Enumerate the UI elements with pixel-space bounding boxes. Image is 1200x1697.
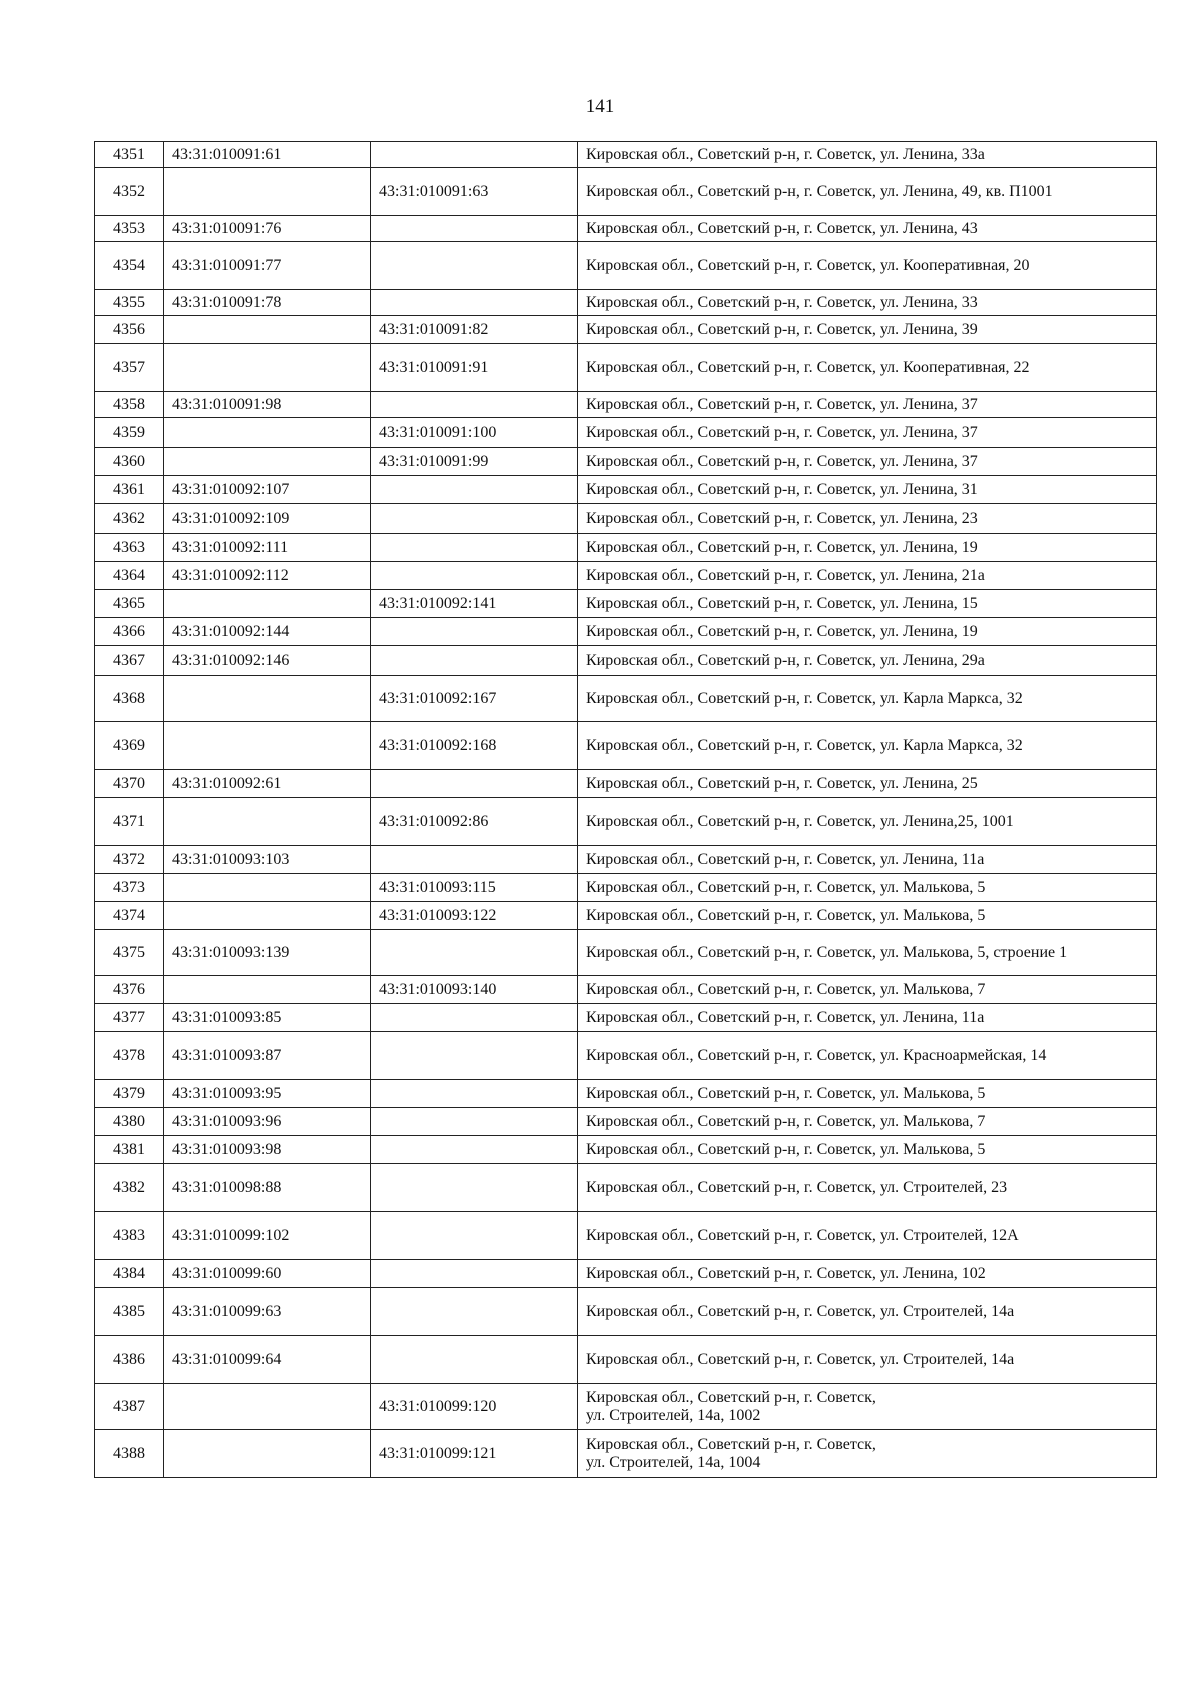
address-cell: Кировская обл., Советский р-н, г. Советск, ул. Строителей, 14а [578,1288,1157,1336]
table-row [95,418,1157,448]
row-number-cell: 4364 [95,562,164,590]
cadastral-number-cell: 43:31:010099:64 [164,1336,371,1384]
table-row [95,874,1157,902]
cadastral-number-cell [164,448,371,476]
cadastral-number-cell: 43:31:010092:61 [164,770,371,798]
cadastral-number-cell [164,344,371,392]
table-row [95,316,1157,344]
cadastral-number-cell: 43:31:010093:85 [164,1004,371,1032]
cadastral-number-alt-cell [371,1136,578,1164]
row-number-cell: 4366 [95,618,164,646]
cadastral-number-cell: 43:31:010093:103 [164,846,371,874]
address-cell: Кировская обл., Советский р-н, г. Советск, ул. Ленина, 31 [578,476,1157,504]
cadastral-number-alt-cell [371,142,578,168]
address-cell: Кировская обл., Советский р-н, г. Советск, ул. Строителей, 23 [578,1164,1157,1212]
address-cell: Кировская обл., Советский р-н, г. Советск, ул. Ленина,25, 1001 [578,798,1157,846]
row-number-cell: 4376 [95,976,164,1004]
cadastral-number-cell: 43:31:010092:111 [164,534,371,562]
cadastral-number-cell: 43:31:010092:109 [164,504,371,534]
cadastral-number-alt-cell [371,534,578,562]
table-row [95,618,1157,646]
row-number-cell: 4387 [95,1384,164,1430]
row-number-cell: 4388 [95,1430,164,1478]
address-cell: Кировская обл., Советский р-н, г. Советск, ул. Ленина, 19 [578,534,1157,562]
table-row [95,242,1157,290]
address-cell: Кировская обл., Советский р-н, г. Советск, ул. Ленина, 102 [578,1260,1157,1288]
address-cell: Кировская обл., Советский р-н, г. Советск, ул. Ленина, 25 [578,770,1157,798]
cadastral-number-alt-cell: 43:31:010092:167 [371,676,578,722]
address-cell: Кировская обл., Советский р-н, г. Советск, ул. Ленина, 29а [578,646,1157,676]
address-cell: Кировская обл., Советский р-н, г. Советск, ул. Ленина, 33 [578,290,1157,316]
address-cell: Кировская обл., Советский р-н, г. Советск, ул. Ленина, 15 [578,590,1157,618]
row-number-cell: 4381 [95,1136,164,1164]
table-row [95,930,1157,976]
row-number-cell: 4363 [95,534,164,562]
address-cell: Кировская обл., Советский р-н, г. Советск, ул. Кооперативная, 22 [578,344,1157,392]
cadastral-number-cell: 43:31:010093:98 [164,1136,371,1164]
row-number-cell: 4354 [95,242,164,290]
table-row [95,770,1157,798]
address-cell: Кировская обл., Советский р-н, г. Советск, ул. Ленина, 11а [578,1004,1157,1032]
address-cell: Кировская обл., Советский р-н, г. Советск, ул. Малькова, 5, строение 1 [578,930,1157,976]
address-cell: Кировская обл., Советский р-н, г. Советск, ул. Строителей, 14а, 1002 [578,1384,1157,1430]
table-row [95,1032,1157,1080]
cadastral-number-cell: 43:31:010099:102 [164,1212,371,1260]
row-number-cell: 4374 [95,902,164,930]
cadastral-number-cell: 43:31:010099:63 [164,1288,371,1336]
cadastral-number-cell [164,1430,371,1478]
cadastral-number-alt-cell: 43:31:010092:141 [371,590,578,618]
page-number: 141 [585,96,615,117]
table-row [95,448,1157,476]
address-cell: Кировская обл., Советский р-н, г. Советск, ул. Ленина, 21а [578,562,1157,590]
row-number-cell: 4378 [95,1032,164,1080]
row-number-cell: 4369 [95,722,164,770]
table-row [95,1136,1157,1164]
cadastral-number-cell [164,676,371,722]
row-number-cell: 4386 [95,1336,164,1384]
row-number-cell: 4373 [95,874,164,902]
table-row [95,290,1157,316]
cadastral-number-cell: 43:31:010092:112 [164,562,371,590]
address-cell: Кировская обл., Советский р-н, г. Советск, ул. Карла Маркса, 32 [578,722,1157,770]
address-cell: Кировская обл., Советский р-н, г. Советск, ул. Ленина, 37 [578,392,1157,418]
table-row [95,168,1157,216]
row-number-cell: 4372 [95,846,164,874]
cadastral-number-alt-cell [371,1080,578,1108]
cadastral-number-alt-cell: 43:31:010091:100 [371,418,578,448]
table-row [95,1080,1157,1108]
table-row [95,1260,1157,1288]
cadastral-number-cell [164,976,371,1004]
row-number-cell: 4351 [95,142,164,168]
row-number-cell: 4375 [95,930,164,976]
row-number-cell: 4371 [95,798,164,846]
cadastral-number-alt-cell: 43:31:010091:63 [371,168,578,216]
row-number-cell: 4362 [95,504,164,534]
cadastral-number-cell [164,874,371,902]
address-cell: Кировская обл., Советский р-н, г. Советск, ул. Ленина, 39 [578,316,1157,344]
row-number-cell: 4353 [95,216,164,242]
table-row [95,1212,1157,1260]
row-number-cell: 4385 [95,1288,164,1336]
row-number-cell: 4360 [95,448,164,476]
table-row [95,1004,1157,1032]
cadastral-number-cell [164,722,371,770]
table-row [95,1336,1157,1384]
cadastral-number-alt-cell: 43:31:010099:121 [371,1430,578,1478]
table-row [95,504,1157,534]
table-row [95,1164,1157,1212]
cadastral-number-cell [164,316,371,344]
cadastral-number-alt-cell [371,1212,578,1260]
row-number-cell: 4356 [95,316,164,344]
row-number-cell: 4359 [95,418,164,448]
cadastral-number-cell: 43:31:010099:60 [164,1260,371,1288]
cadastral-number-alt-cell [371,1108,578,1136]
cadastral-number-alt-cell [371,290,578,316]
cadastral-number-cell [164,168,371,216]
cadastral-number-alt-cell [371,216,578,242]
cadastral-number-alt-cell [371,1260,578,1288]
row-number-cell: 4383 [95,1212,164,1260]
row-number-cell: 4358 [95,392,164,418]
table-row [95,798,1157,846]
address-cell: Кировская обл., Советский р-н, г. Советск, ул. Малькова, 5 [578,902,1157,930]
address-cell: Кировская обл., Советский р-н, г. Советск, ул. Ленина, 37 [578,418,1157,448]
row-number-cell: 4377 [95,1004,164,1032]
cadastral-number-cell [164,418,371,448]
cadastral-number-cell: 43:31:010098:88 [164,1164,371,1212]
cadastral-number-alt-cell: 43:31:010092:86 [371,798,578,846]
cadastral-number-cell: 43:31:010093:96 [164,1108,371,1136]
cadastral-number-alt-cell: 43:31:010093:115 [371,874,578,902]
row-number-cell: 4380 [95,1108,164,1136]
cadastral-number-alt-cell: 43:31:010093:122 [371,902,578,930]
address-cell: Кировская обл., Советский р-н, г. Советск, ул. Кооперативная, 20 [578,242,1157,290]
table-row [95,476,1157,504]
address-cell: Кировская обл., Советский р-н, г. Советск, ул. Строителей, 12А [578,1212,1157,1260]
cadastral-number-cell [164,590,371,618]
cadastral-number-cell: 43:31:010092:146 [164,646,371,676]
row-number-cell: 4368 [95,676,164,722]
address-cell: Кировская обл., Советский р-н, г. Советск, ул. Красноармейская, 14 [578,1032,1157,1080]
cadastral-number-alt-cell [371,504,578,534]
table-row [95,902,1157,930]
row-number-cell: 4379 [95,1080,164,1108]
table-body [95,142,1157,1478]
address-cell: Кировская обл., Советский р-н, г. Советск, ул. Ленина, 11а [578,846,1157,874]
row-number-cell: 4352 [95,168,164,216]
cadastral-number-alt-cell [371,846,578,874]
cadastral-number-cell: 43:31:010093:87 [164,1032,371,1080]
cadastral-number-cell: 43:31:010093:139 [164,930,371,976]
row-number-cell: 4365 [95,590,164,618]
address-cell: Кировская обл., Советский р-н, г. Советск, ул. Малькова, 5 [578,1080,1157,1108]
address-cell: Кировская обл., Советский р-н, г. Советск, ул. Ленина, 37 [578,448,1157,476]
cadastral-number-cell [164,1384,371,1430]
address-cell: Кировская обл., Советский р-н, г. Советск, ул. Ленина, 19 [578,618,1157,646]
address-cell: Кировская обл., Советский р-н, г. Советск, ул. Ленина, 49, кв. П1001 [578,168,1157,216]
cadastral-number-alt-cell [371,562,578,590]
table-row [95,676,1157,722]
address-cell: Кировская обл., Советский р-н, г. Советск, ул. Ленина, 33а [578,142,1157,168]
cadastral-number-cell: 43:31:010091:78 [164,290,371,316]
cadastral-number-alt-cell: 43:31:010092:168 [371,722,578,770]
row-number-cell: 4367 [95,646,164,676]
table-row [95,646,1157,676]
cadastral-number-cell: 43:31:010091:77 [164,242,371,290]
table-row [95,590,1157,618]
cadastral-number-alt-cell: 43:31:010091:82 [371,316,578,344]
cadastral-number-cell: 43:31:010091:76 [164,216,371,242]
cadastral-number-alt-cell [371,1336,578,1384]
address-cell: Кировская обл., Советский р-н, г. Советск, ул. Малькова, 7 [578,1108,1157,1136]
cadastral-number-alt-cell [371,1032,578,1080]
row-number-cell: 4384 [95,1260,164,1288]
cadastral-number-alt-cell [371,1164,578,1212]
table-row [95,344,1157,392]
table-row [95,534,1157,562]
cadastral-number-alt-cell [371,770,578,798]
row-number-cell: 4382 [95,1164,164,1212]
cadastral-number-alt-cell [371,1288,578,1336]
table-row [95,392,1157,418]
cadastral-number-alt-cell: 43:31:010091:91 [371,344,578,392]
table-row [95,722,1157,770]
cadastral-number-alt-cell [371,476,578,504]
table-row [95,1108,1157,1136]
cadastral-number-alt-cell [371,242,578,290]
table-row [95,1288,1157,1336]
cadastral-number-cell: 43:31:010091:98 [164,392,371,418]
cadastral-number-alt-cell [371,618,578,646]
cadastral-number-alt-cell [371,392,578,418]
cadastral-number-alt-cell: 43:31:010091:99 [371,448,578,476]
cadastral-number-cell [164,798,371,846]
row-number-cell: 4355 [95,290,164,316]
cadastral-number-alt-cell: 43:31:010093:140 [371,976,578,1004]
cadastral-number-alt-cell [371,930,578,976]
address-cell: Кировская обл., Советский р-н, г. Советск, ул. Ленина, 23 [578,504,1157,534]
row-number-cell: 4361 [95,476,164,504]
cadastral-number-alt-cell: 43:31:010099:120 [371,1384,578,1430]
address-cell: Кировская обл., Советский р-н, г. Советск, ул. Карла Маркса, 32 [578,676,1157,722]
cadastral-number-cell: 43:31:010092:144 [164,618,371,646]
cadastral-registry-table [94,141,1157,1478]
cadastral-number-cell [164,902,371,930]
table-row [95,562,1157,590]
cadastral-number-cell: 43:31:010092:107 [164,476,371,504]
address-cell: Кировская обл., Советский р-н, г. Советск, ул. Малькова, 5 [578,1136,1157,1164]
cadastral-number-alt-cell [371,1004,578,1032]
address-cell: Кировская обл., Советский р-н, г. Советск, ул. Малькова, 5 [578,874,1157,902]
address-cell: Кировская обл., Советский р-н, г. Советск, ул. Ленина, 43 [578,216,1157,242]
address-cell: Кировская обл., Советский р-н, г. Советск, ул. Малькова, 7 [578,976,1157,1004]
row-number-cell: 4370 [95,770,164,798]
table-row [95,1430,1157,1478]
table-row [95,846,1157,874]
table-row [95,142,1157,168]
address-cell: Кировская обл., Советский р-н, г. Советск, ул. Строителей, 14а, 1004 [578,1430,1157,1478]
cadastral-number-cell: 43:31:010091:61 [164,142,371,168]
table-row [95,216,1157,242]
cadastral-number-alt-cell [371,646,578,676]
cadastral-number-cell: 43:31:010093:95 [164,1080,371,1108]
table-row [95,1384,1157,1430]
table-row [95,976,1157,1004]
address-cell: Кировская обл., Советский р-н, г. Советск, ул. Строителей, 14а [578,1336,1157,1384]
row-number-cell: 4357 [95,344,164,392]
